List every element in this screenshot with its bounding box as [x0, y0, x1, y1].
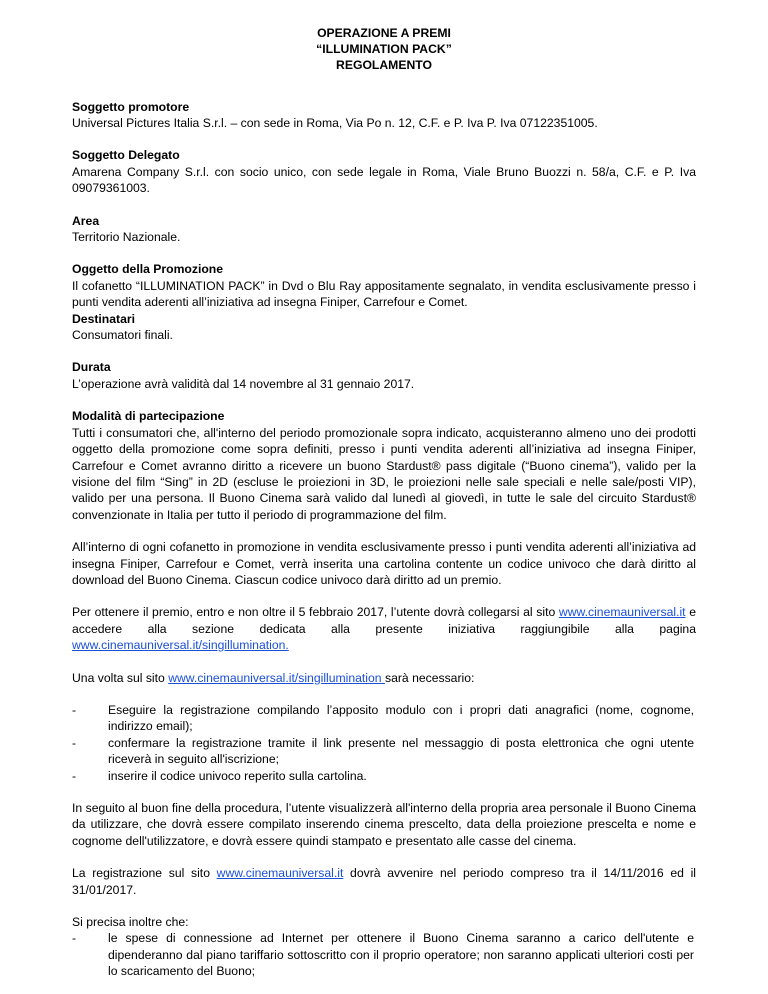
modalita-paragraph-5: In seguito al buon fine della procedura, l’utente visualizzerà all'interno della propria area personale il Buono Cinema da utilizzare, che dovrà essere compilato inserendo cinema prescelto, data della proiezione prescelta e nome e cognome dell'utilizzatore, e dovrà essere quindi stampato e presentato alle casse del cinema. [72, 801, 696, 848]
oggetto-text: Il cofanetto “ILLUMINATION PACK” in Dvd o Blu Ray appositamente segnalato, in vendita esclusivamente presso i punti vendita aderenti all’iniziativa ad insegna Finiper, Carrefour e Comet. [72, 278, 696, 310]
durata-text: L’operazione avrà validità dal 14 novembre al 31 gennaio 2017. [72, 376, 415, 391]
p4-text-b: sarà necessario: [384, 670, 475, 685]
cinemauniversal-link-2[interactable]: www.cinemauniversal.it [216, 866, 344, 881]
cinemauniversal-link[interactable]: www.cinemauniversal.it [558, 605, 686, 620]
notes-list [72, 930, 696, 979]
section-oggetto [72, 261, 696, 343]
list-item: - inserire il codice univoco reperito sulla cartolina. [108, 768, 696, 784]
p3-text-a: Per ottenere il premio, entro e non oltre il 5 febbraio 2017, l’utente dovrà collegarsi al sito [72, 605, 559, 620]
promotore-text: Universal Pictures Italia S.r.l. – con sede in Roma, Via Po n. 12, C.F. e P. Iva P. Iva 07122351005. [72, 116, 598, 131]
list-item: - confermare la registrazione tramite il link presente nel messaggio di posta elettronica che ogni utente riceverà in seguito all'iscrizione; [108, 735, 696, 768]
modalita-heading: Modalità di partecipazione [72, 409, 225, 424]
p4-text-a: Una volta sul sito [72, 670, 169, 685]
singillumination-link[interactable]: www.cinemauniversal.it/singillumination. [72, 638, 289, 653]
singillumination-link-2[interactable]: www.cinemauniversal.it/singillumination [168, 670, 385, 685]
section-durata [72, 359, 696, 392]
area-text: Territorio Nazionale. [72, 230, 181, 245]
steps-list [72, 702, 696, 784]
modalita-paragraph-3 [72, 604, 696, 653]
oggetto-heading: Oggetto della Promozione [72, 262, 223, 277]
area-heading: Area [72, 213, 100, 228]
modalita-paragraph-7: Si precisa inoltre che: [72, 915, 189, 930]
delegato-heading: Soggetto Delegato [72, 148, 180, 163]
durata-heading: Durata [72, 360, 111, 375]
section-promotore [72, 99, 696, 132]
modalita-paragraph-1: Tutti i consumatori che, all'interno del periodo promozionale sopra indicato, acquisteranno almeno uno dei prodotti oggetto della promozione come sopra definiti, presso i punti vendita aderenti all’iniziativa ad insegna Finiper, Carrefour e Comet avranno diritto a ricevere un buono Stardust® pass digitale (“Buono cinema”), valido per la visione del film “Sing” in 2D (escluse le proiezioni in 3D, le proiezioni nelle sale speciali e nelle sale/posti VIP), valido per una persona. Il Buono Cinema sarà valido dal lunedì al giovedì, in tutte le sale del circuito Stardust® convenzionate in Italia per tutto il periodo di programmazione del film. [72, 425, 696, 522]
section-area [72, 213, 696, 246]
section-premio [72, 604, 696, 653]
section-sito [72, 670, 696, 784]
p6-text-a: La registrazione sul sito [72, 866, 217, 881]
destinatari-text: Consumatori finali. [72, 328, 173, 343]
title-line-2: “ILLUMINATION PACK” [316, 42, 452, 57]
section-procedura [72, 800, 696, 849]
destinatari-heading: Destinatari [72, 311, 135, 326]
section-modalita [72, 408, 696, 523]
document-title [72, 25, 696, 74]
section-precisazioni [72, 914, 696, 980]
section-delegato [72, 147, 696, 196]
title-line-1: OPERAZIONE A PREMI [317, 26, 451, 40]
p6-text-b: dovrà avvenire nel periodo compreso tra il 14/11/2016 ed il 31/01/2017. [72, 866, 697, 897]
promotore-heading: Soggetto promotore [72, 99, 190, 114]
delegato-text: Amarena Company S.r.l. con socio unico, con sede legale in Roma, Viale Bruno Buozzi n. 58/a, C.F. e P. Iva 09079361003. [72, 164, 696, 196]
section-cofanetto [72, 539, 696, 588]
title-line-3: REGOLAMENTO [336, 58, 432, 73]
modalita-paragraph-6 [72, 865, 696, 898]
p3-text-b: e accedere alla sezione dedicata alla presente iniziativa raggiungibile alla pagina [72, 605, 696, 636]
modalita-paragraph-2: All’interno di ogni cofanetto in promozione in vendita esclusivamente presso i punti vendita aderenti all’iniziativa ad insegna Finiper, Carrefour e Comet, verrà inserita una cartolina contente un codice univoco che darà diritto al download del Buono Cinema. Ciascun codice univoco darà diritto ad un premio. [72, 540, 696, 587]
list-item: - le spese di connessione ad Internet per ottenere il Buono Cinema saranno a carico dell'utente e dipenderanno dal piano tariffario sottoscritto con il proprio operatore; non saranno applicati ulteriori costi per lo scaricamento del Buono; [108, 930, 696, 979]
list-item: - Eseguire la registrazione compilando l’apposito modulo con i propri dati anagrafici (nome, cognome, indirizzo email); [108, 702, 696, 735]
modalita-paragraph-4 [72, 670, 696, 686]
section-registrazione [72, 865, 696, 898]
